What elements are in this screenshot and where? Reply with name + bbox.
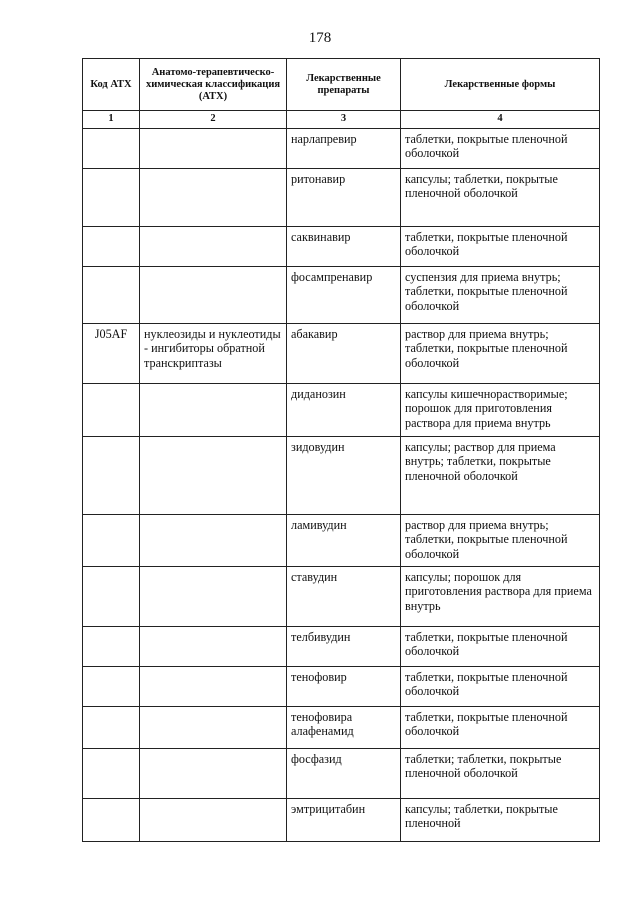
dosage-forms-cell: таблетки, покрытые пленочной оболочкой: [401, 706, 600, 748]
atx-class-cell: [140, 798, 287, 841]
drug-name-cell: тенофовир: [287, 666, 401, 706]
drug-name-cell: ламивудин: [287, 514, 401, 566]
atx-code-cell: [83, 168, 140, 226]
column-number: 2: [140, 111, 287, 129]
table-row: [83, 706, 600, 748]
header-code-atx: Код АТХ: [83, 59, 140, 111]
atx-class-cell: [140, 168, 287, 226]
dosage-forms-cell: капсулы; таблетки, покрытые пленочной оболочкой: [401, 168, 600, 226]
dosage-forms-cell: капсулы; порошок для приготовления раствора для приема внутрь: [401, 566, 600, 626]
drug-name-cell: тенофовира алафенамид: [287, 706, 401, 748]
atx-code-cell: [83, 666, 140, 706]
page-number: 178: [308, 30, 332, 46]
dosage-forms-cell: капсулы; раствор для приема внутрь; таблетки, покрытые пленочной оболочкой: [401, 436, 600, 514]
table-row: [83, 748, 600, 798]
header-drugs: Лекарственные препараты: [287, 59, 401, 111]
atx-class-cell: [140, 626, 287, 666]
atx-class-cell: [140, 706, 287, 748]
atx-code-cell: [83, 226, 140, 266]
atx-code-cell: [83, 266, 140, 323]
atx-code-cell: [83, 514, 140, 566]
atx-class-cell: [140, 566, 287, 626]
atx-class-cell: нуклеозиды и нуклеотиды - ингибиторы обратной транскриптазы: [140, 323, 287, 383]
dosage-forms-cell: раствор для приема внутрь; таблетки, покрытые пленочной оболочкой: [401, 514, 600, 566]
dosage-forms-cell: таблетки; таблетки, покрытые пленочной оболочкой: [401, 748, 600, 798]
header-row: [83, 59, 600, 111]
dosage-forms-cell: таблетки, покрытые пленочной оболочкой: [401, 626, 600, 666]
atx-class-cell: [140, 128, 287, 168]
atx-code-cell: [83, 706, 140, 748]
atx-class-cell: [140, 226, 287, 266]
drug-name-cell: эмтрицитабин: [287, 798, 401, 841]
atx-code-cell: [83, 748, 140, 798]
atx-class-cell: [140, 383, 287, 436]
drug-name-cell: ритонавир: [287, 168, 401, 226]
dosage-forms-cell: капсулы; таблетки, покрытые пленочной: [401, 798, 600, 841]
dosage-forms-cell: таблетки, покрытые пленочной оболочкой: [401, 666, 600, 706]
drug-name-cell: телбивудин: [287, 626, 401, 666]
atx-table: [82, 58, 600, 842]
drug-name-cell: нарлапревир: [287, 128, 401, 168]
table-body: [83, 128, 600, 841]
table-row: [83, 798, 600, 841]
dosage-forms-cell: капсулы кишечнорастворимые; порошок для приготовления раствора для приема внутрь: [401, 383, 600, 436]
atx-code-cell: J05AF: [83, 323, 140, 383]
table-row: [83, 226, 600, 266]
table-row: [83, 666, 600, 706]
table-row: [83, 168, 600, 226]
atx-code-cell: [83, 798, 140, 841]
dosage-forms-cell: раствор для приема внутрь; таблетки, покрытые пленочной оболочкой: [401, 323, 600, 383]
column-number: 3: [287, 111, 401, 129]
dosage-forms-cell: суспензия для приема внутрь; таблетки, покрытые пленочной оболочкой: [401, 266, 600, 323]
drug-name-cell: фосампренавир: [287, 266, 401, 323]
table-header: [83, 59, 600, 129]
table-row: [83, 626, 600, 666]
drug-name-cell: саквинавир: [287, 226, 401, 266]
header-dosage-forms: Лекарственные формы: [401, 59, 600, 111]
drug-name-cell: диданозин: [287, 383, 401, 436]
column-number: 1: [83, 111, 140, 129]
table-row: [83, 514, 600, 566]
table-row: [83, 323, 600, 383]
atx-class-cell: [140, 436, 287, 514]
table-row: [83, 436, 600, 514]
table-row: [83, 128, 600, 168]
table-row: [83, 566, 600, 626]
drug-name-cell: фосфазид: [287, 748, 401, 798]
drug-name-cell: абакавир: [287, 323, 401, 383]
table-row: [83, 383, 600, 436]
atx-class-cell: [140, 666, 287, 706]
atx-class-cell: [140, 514, 287, 566]
atx-code-cell: [83, 128, 140, 168]
header-atx-classification: Анатомо-терапевтическо-химическая классификация (АТХ): [140, 59, 287, 111]
dosage-forms-cell: таблетки, покрытые пленочной оболочкой: [401, 128, 600, 168]
drug-name-cell: зидовудин: [287, 436, 401, 514]
column-number-row: [83, 111, 600, 129]
atx-code-cell: [83, 383, 140, 436]
dosage-forms-cell: таблетки, покрытые пленочной оболочкой: [401, 226, 600, 266]
column-number: 4: [401, 111, 600, 129]
atx-code-cell: [83, 436, 140, 514]
atx-class-cell: [140, 748, 287, 798]
drug-name-cell: ставудин: [287, 566, 401, 626]
atx-code-cell: [83, 626, 140, 666]
atx-class-cell: [140, 266, 287, 323]
atx-code-cell: [83, 566, 140, 626]
table-row: [83, 266, 600, 323]
